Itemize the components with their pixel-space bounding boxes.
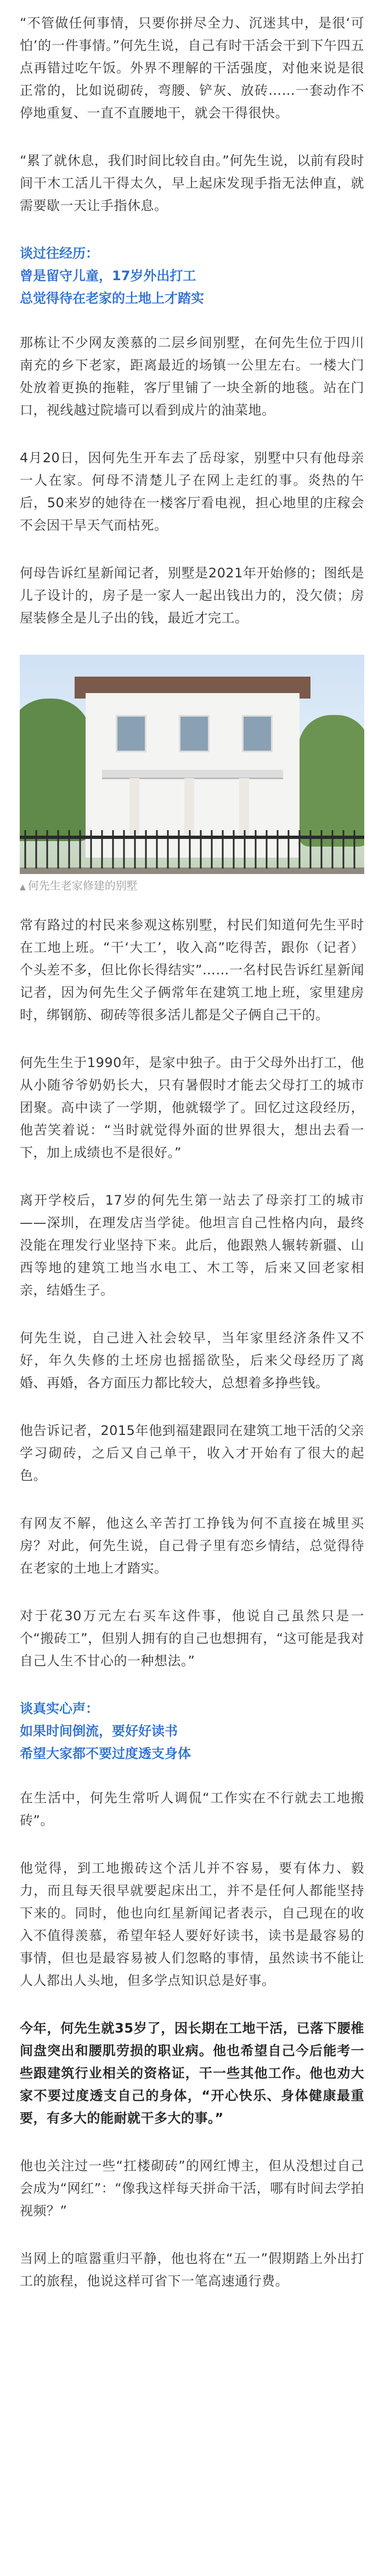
paragraph: 4月20日，因何先生开车去了岳母家，别墅中只有他母亲一人在家。何母不清楚儿子在网上走红的事。炎热的午后，50来岁的她待在一楼客厅看电视，担心地里的庄稼会不会因干旱天气而枯死。 — [20, 450, 364, 533]
window — [116, 715, 146, 752]
section-heading — [20, 242, 364, 310]
iron-fence — [20, 819, 364, 874]
paragraph: 那栋让不少网友羡慕的二层乡间别墅，在何先生位于四川南充的乡下老家，距离最近的场镇一公里左右。一楼大门处放着更换的拖鞋，客厅里铺了一块全新的地毯。站在门口，视线越过院墙可以看到成片的油菜地。 — [20, 335, 364, 418]
paragraph: 他也关注过一些“扛楼砌砖”的网红博主，但从没想过自己会成为“网红”：“像我这样每天拼命干活，哪有时间去学拍视频？” — [20, 2158, 364, 2218]
caption-text: 何先生老家修建的别墅 — [27, 879, 138, 892]
window — [242, 715, 273, 752]
section-heading — [20, 1698, 364, 1765]
paragraph: “不管做任何事情，只要你拼尽全力、沉迷其中，是很‘可怕’的一件事情。”何先生说，自己有时干活会干到下午四五点再错过吃午饭。外界不理解的干活强度，对他来说是很正常的，比如说砌砖，弯腰、铲灰、放砖……一套动作不停地重复、一直不直腰地干，就会干得很快。 — [20, 15, 364, 121]
paragraph — [20, 1052, 364, 1164]
paragraph: 何先生说，自己进入社会较早，当年家里经济条件又不好，年久失修的土坯房也摇摇欲坠，后来父母经历了离婚、再婚，各方面压力都比较大，总想着多挣些钱。 — [20, 1330, 364, 1391]
section-subtitle: 如果时间倒流，要好好读书 — [20, 1723, 178, 1739]
paragraph: 他觉得，到工地搬砖这个活儿并不容易，要有体力、毅力，而且每天很早就要起床出工，并不是任何人都能坚持下来的。同时，他也向红星新闻记者表示，自己现在的收入不值得羡慕，希望年轻人要好好读书，读书是最容易的事情，但也是最容易被人们忽略的事情，虽然读书不能让人人都出人头地，但多学点知识总是好事。 — [20, 1860, 364, 1988]
paragraph: “累了就休息，我们时间比较自由。”何先生说，以前有段时间干木工活儿干得太久，早上起床发现手指无法伸直，就需要歇一天让手指休息。 — [20, 153, 364, 213]
paragraph: 他告诉记者，2015年他到福建跟同在建筑工地干活的父亲学习砌砖，之后又自己单干，收入才开始有了很大的起色。 — [20, 1423, 364, 1483]
paragraph — [20, 2017, 364, 2130]
paragraph-text: 何先生生于1990年，是家中独子。由于父母外出打工，他从小随爷爷奶奶长大，只有暑假时才能去父母打工的城市团聚。高中读了一学期，他就辍学了。回忆过这段经历，他苦笑着说： — [20, 1055, 364, 1138]
section-subtitle: 总觉得待在老家的土地上才踏实 — [20, 291, 204, 306]
bold-text: 今年，何先生就35岁了，因长期在工地干活，已落下腰椎间盘突出和腰肌劳损的职业病。他也希望自己今后能考一些跟建筑行业相关的资格证，干一些其他工作。 — [20, 2021, 364, 2081]
photo-caption — [20, 877, 364, 895]
paragraph: 在生活中，何先生常听人调侃“工作实在不行就去工地搬砖”。 — [20, 1790, 364, 1828]
paragraph: 当网上的喧嚣重归平静，他也将在“五一”假期踏上外出打工的旅程，他说这样可省下一笔高速通行费。 — [20, 2251, 364, 2289]
paragraph: 何母告诉红星新闻记者，别墅是2021年开始修的；图纸是儿子设计的，房子是一家人一起出钱出力的，没欠债；房屋装修全是儿子出的钱，最近才完工。 — [20, 565, 364, 626]
section-subtitle: 希望大家都不要过度透支身体 — [20, 1746, 191, 1761]
triangle-icon: ▲ — [20, 883, 26, 892]
paragraph: 对于花30万元左右买车这件事，他说自己虽然只是一个“搬砖工”，但别人拥有的自己也想拥有，“这可能是我对自己人生不甘心的一种想法。” — [20, 1608, 364, 1669]
quote-text: “当时就觉得外面的世界很大，想出去看一下，加上成绩也不是很好。” — [20, 1122, 364, 1160]
section-label: 谈过往经历： — [20, 246, 99, 261]
section-label: 谈真实心声： — [20, 1701, 99, 1716]
villa-photo — [20, 655, 364, 874]
section-subtitle: 曾是留守儿童，17岁外出打工 — [20, 268, 196, 283]
window — [179, 715, 210, 752]
bold-text: 他也劝大家不要过度透支自己的身体，“开心快乐、身体健康最重要，有多大的能耐就干多大的事。” — [20, 2066, 364, 2126]
paragraph: 有网友不解，他这么辛苦打工挣钱为何不直接在城里买房？对此，何先生说，自己骨子里有恋乡情结，总觉得待在老家的土地上才踏实。 — [20, 1516, 364, 1576]
paragraph: 离开学校后，17岁的何先生第一站去了母亲打工的城市——深圳，在理发店当学徒。他坦言自己性格内向，最终没能在理发行业坚持下来。此后，他跟熟人辗转新疆、山西等地的建筑工地当水电工、木工等，后来又回老家相亲，结婚生子。 — [20, 1193, 364, 1298]
paragraph: 常有路过的村民来参观这栋别墅，村民们知道何先生平时在工地上班。“干‘大工’，收入高”吃得苦，跟你（记者）个头差不多，但比你长得结实”……一名村民告诉红星新闻记者，因为何先生父子俩常年在建筑工地上班，家里建房时，绑钢筋、砌砖等很多活儿都是父子俩自己干的。 — [20, 917, 364, 1023]
